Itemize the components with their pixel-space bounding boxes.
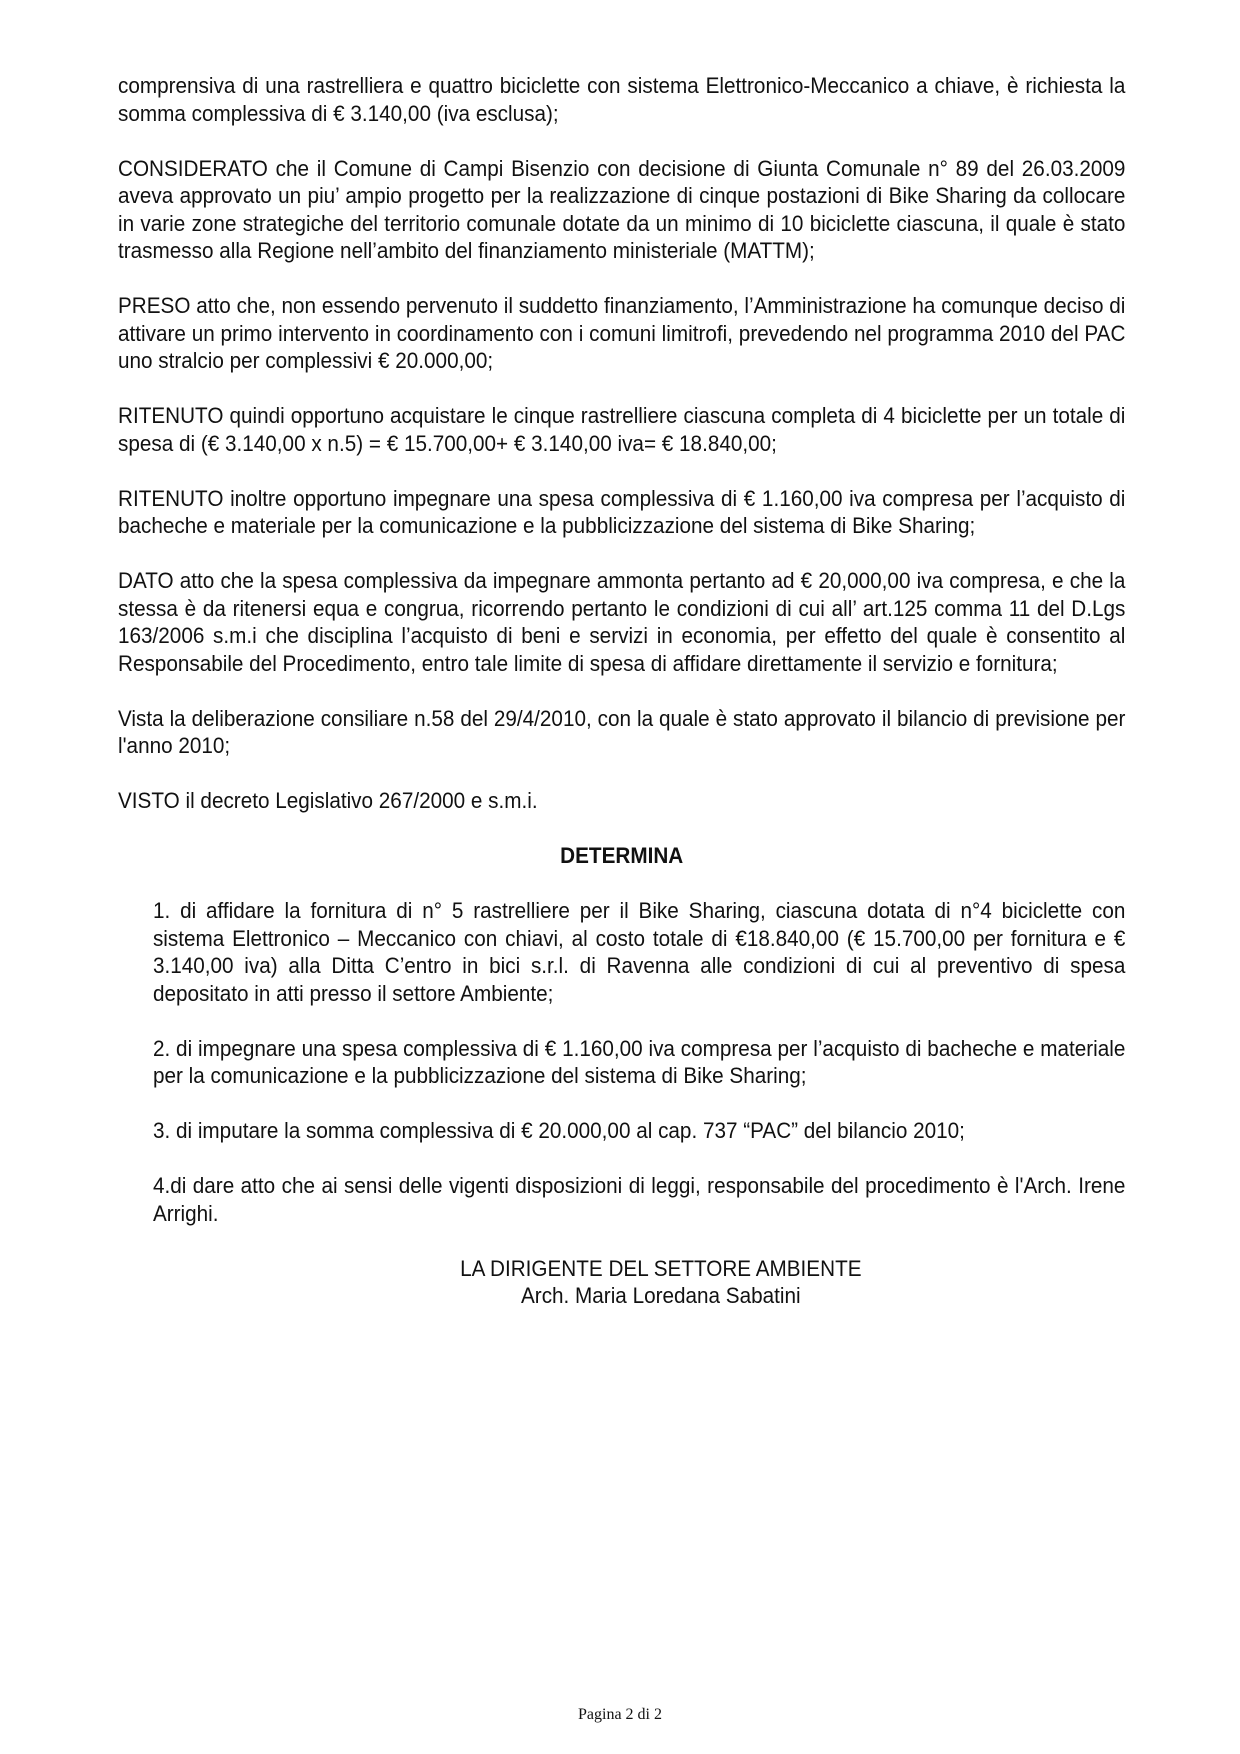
- paragraph-visto: VISTO il decreto Legislativo 267/2000 e s.m.i.: [118, 788, 538, 813]
- list-item: 3. di imputare la somma complessiva di € 20.000,00 al cap. 737 “PAC” del bilancio 2010;: [152, 1118, 965, 1143]
- paragraph-vista: Vista la deliberazione consiliare n.58 del 29/4/2010, con la quale è stato approvato il bilancio di previsione per l'anno 2010;: [118, 705, 1126, 758]
- page-number: Pagina 2 di 2: [578, 1706, 662, 1723]
- document-body: [118, 72, 1125, 1310]
- list-item: 4.di dare atto che ai sensi delle vigenti disposizioni di leggi, responsabile del procedimento è l'Arch. Irene Arrighi.: [152, 1173, 1126, 1226]
- list-item: 2. di impegnare una spesa complessiva di € 1.160,00 iva compresa per l’acquisto di bacheche e materiale per la comunicazione e la pubblicizzazione del sistema di Bike Sharing;: [152, 1035, 1126, 1088]
- paragraph-ritenuto-acquisto: RITENUTO quindi opportuno acquistare le cinque rastrelliere ciascuna completa di 4 biciclette per un totale di spesa di (€ 3.140,00 x n.5) = € 15.700,00+ € 3.140,00 iva= € 18.840,00;: [118, 403, 1126, 456]
- signatory-name: Arch. Maria Loredana Sabatini: [520, 1283, 801, 1308]
- paragraph-ritenuto-impegno: RITENUTO inoltre opportuno impegnare una spesa complessiva di € 1.160,00 iva compresa per l’acquisto di bacheche e materiale per la comunicazione e la pubblicizzazione del sistema di Bike Sharing;: [118, 485, 1126, 538]
- paragraph-preso-atto: PRESO atto che, non essendo pervenuto il suddetto finanziamento, l’Amministrazione ha comunque deciso di attivare un primo intervento in coordinamento con i comuni limitrofi, prevedendo nel programma 2010 del PAC uno stralcio per complessivi € 20.000,00;: [118, 293, 1126, 373]
- paragraph-dato-atto: DATO atto che la spesa complessiva da impegnare ammonta pertanto ad € 20,000,00 iva compresa, e che la stessa è da ritenersi equa e congrua, ricorrendo pertanto le condizioni di cui all’ art.125 comma 11 del D.Lgs 163/2006 s.m.i che disciplina l’acquisto di beni e servizi in economia, per effetto del quale è consentito al Responsabile del Procedimento, entro tale limite di spesa di affidare direttamente il servizio e fornitura;: [118, 568, 1126, 676]
- list-item: 1. di affidare la fornitura di n° 5 rastrelliere per il Bike Sharing, ciascuna dotata di n°4 biciclette con sistema Elettronico – Meccanico con chiavi, al costo totale di €18.840,00 (€ 15.700,00 per fornitura e € 3.140,00 iva) alla Ditta C’entro in bici s.r.l. di Ravenna alle condizioni di cui al preventivo di spesa depositato in atti presso il settore Ambiente;: [152, 898, 1126, 1006]
- signatory-title: LA DIRIGENTE DEL SETTORE AMBIENTE: [460, 1255, 862, 1281]
- determination-list: [118, 897, 1125, 1227]
- paragraph-intro: comprensiva di una rastrelliera e quattro biciclette con sistema Elettronico-Meccanico a chiave, è richiesta la somma complessiva di € 3.140,00 (iva esclusa);: [118, 73, 1126, 126]
- section-heading: DETERMINA: [560, 843, 684, 868]
- signature-block: [431, 1255, 891, 1310]
- paragraph-considerato: CONSIDERATO che il Comune di Campi Bisenzio con decisione di Giunta Comunale n° 89 del 26.03.2009 aveva approvato un piu’ ampio progetto per la realizzazione di cinque postazioni di Bike Sharing da collocare in varie zone strategiche del territorio comunale dotate da un minimo di 10 biciclette ciascuna, il quale è stato trasmesso alla Regione nell’ambito del finanziamento ministeriale (MATTM);: [118, 155, 1126, 263]
